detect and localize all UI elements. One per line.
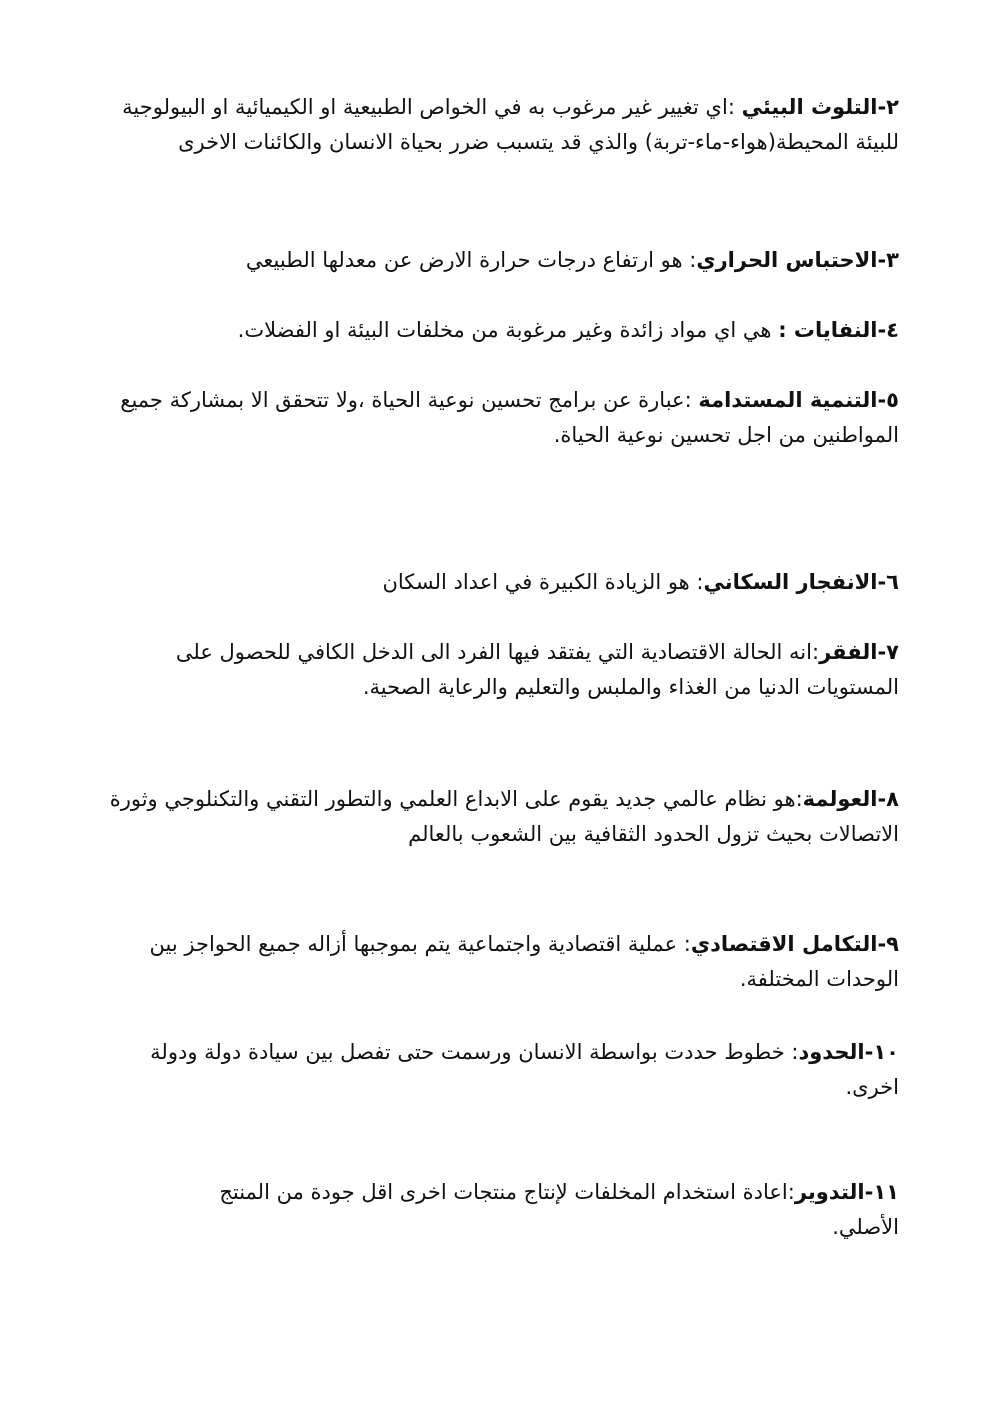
definition-separator: : <box>689 570 704 594</box>
definition-term: الانفجار السكاني <box>703 570 878 594</box>
definition-waste <box>109 313 899 348</box>
definition-text: هو الزيادة الكبيرة في اعداد السكان <box>382 570 690 594</box>
definition-separator: : <box>787 1180 795 1204</box>
definition-number: ٤- <box>877 318 899 342</box>
definition-separator: : <box>811 640 820 664</box>
definition-number: ٧- <box>877 640 899 664</box>
definition-text: اي تغيير غير مرغوب به في الخواص الطبيعية او الكيميائية او البيولوجية للبيئة المحيطة(هواء-ماء-تربة) والذي قد يتسبب ضرر بحياة الانسان والكائنات الاخرى <box>122 95 899 154</box>
definition-term: التكامل الاقتصادي <box>690 932 878 956</box>
definition-poverty <box>109 635 899 705</box>
definition-term: الحدود <box>798 1040 865 1064</box>
definition-separator: : <box>682 248 697 272</box>
definition-text: عملية اقتصادية واجتماعية يتم بموجبها أزاله جميع الحواجز بين الوحدات المختلفة. <box>149 932 899 991</box>
definition-population-explosion <box>109 565 899 600</box>
definition-sustainable-development <box>109 383 899 453</box>
definition-separator: : <box>727 95 742 119</box>
definition-separator: : <box>684 388 699 412</box>
definition-number: ٩- <box>877 932 899 956</box>
definition-term: التنمية المستدامة <box>698 388 878 412</box>
definition-term: النفايات : <box>778 318 878 342</box>
definition-globalization <box>109 782 899 852</box>
definition-borders <box>109 1035 899 1105</box>
definition-number: ١٠- <box>864 1040 899 1064</box>
definition-global-warming <box>109 243 899 278</box>
definition-number: ٨- <box>877 787 899 811</box>
definition-separator: : <box>677 932 691 956</box>
definition-number: ٣- <box>877 248 899 272</box>
definition-text: هو نظام عالمي جديد يقوم على الابداع العلمي والتطور التقني والتكنلوجي وثورة الاتصالات بحيث تزول الحدود الثقافية بين الشعوب بالعالم <box>109 787 899 846</box>
definition-text: انه الحالة الاقتصادية التي يفتقد فيها الفرد الى الدخل الكافي للحصول على المستويات الدنيا من الغذاء والملبس والتعليم والرعاية الصحية. <box>175 640 899 699</box>
definition-economic-integration <box>109 927 899 997</box>
definition-text: عبارة عن برامج تحسين نوعية الحياة ،ولا تتحقق الا بمشاركة جميع المواطنين من اجل تحسين نوعية الحياة. <box>120 388 899 447</box>
definition-text: هو ارتفاع درجات حرارة الارض عن معدلها الطبيعي <box>245 248 683 272</box>
definition-recycling <box>159 1175 899 1245</box>
definition-term: التلوث البيئي <box>741 95 878 119</box>
definition-term: التدوير <box>794 1180 865 1204</box>
definition-separator: : <box>784 1040 799 1064</box>
definition-term: الاحتباس الحراري <box>696 248 878 272</box>
definition-text: خطوط حددت بواسطة الانسان ورسمت حتى تفصل بين سيادة دولة ودولة اخرى. <box>150 1040 899 1099</box>
definition-text: اعادة استخدام المخلفات لإنتاج منتجات اخرى اقل جودة من المنتج الأصلي. <box>219 1180 899 1239</box>
definition-text: هي اي مواد زائدة وغير مرغوبة من مخلفات البيئة او الفضلات. <box>237 318 772 342</box>
definition-pollution <box>109 90 899 160</box>
definition-term: العولمة <box>802 787 878 811</box>
definition-number: ٢- <box>877 95 899 119</box>
definition-number: ٦- <box>877 570 899 594</box>
definition-separator: : <box>795 787 803 811</box>
definition-term: الفقر <box>819 640 878 664</box>
definition-number: ١١- <box>864 1180 899 1204</box>
definition-number: ٥- <box>877 388 899 412</box>
